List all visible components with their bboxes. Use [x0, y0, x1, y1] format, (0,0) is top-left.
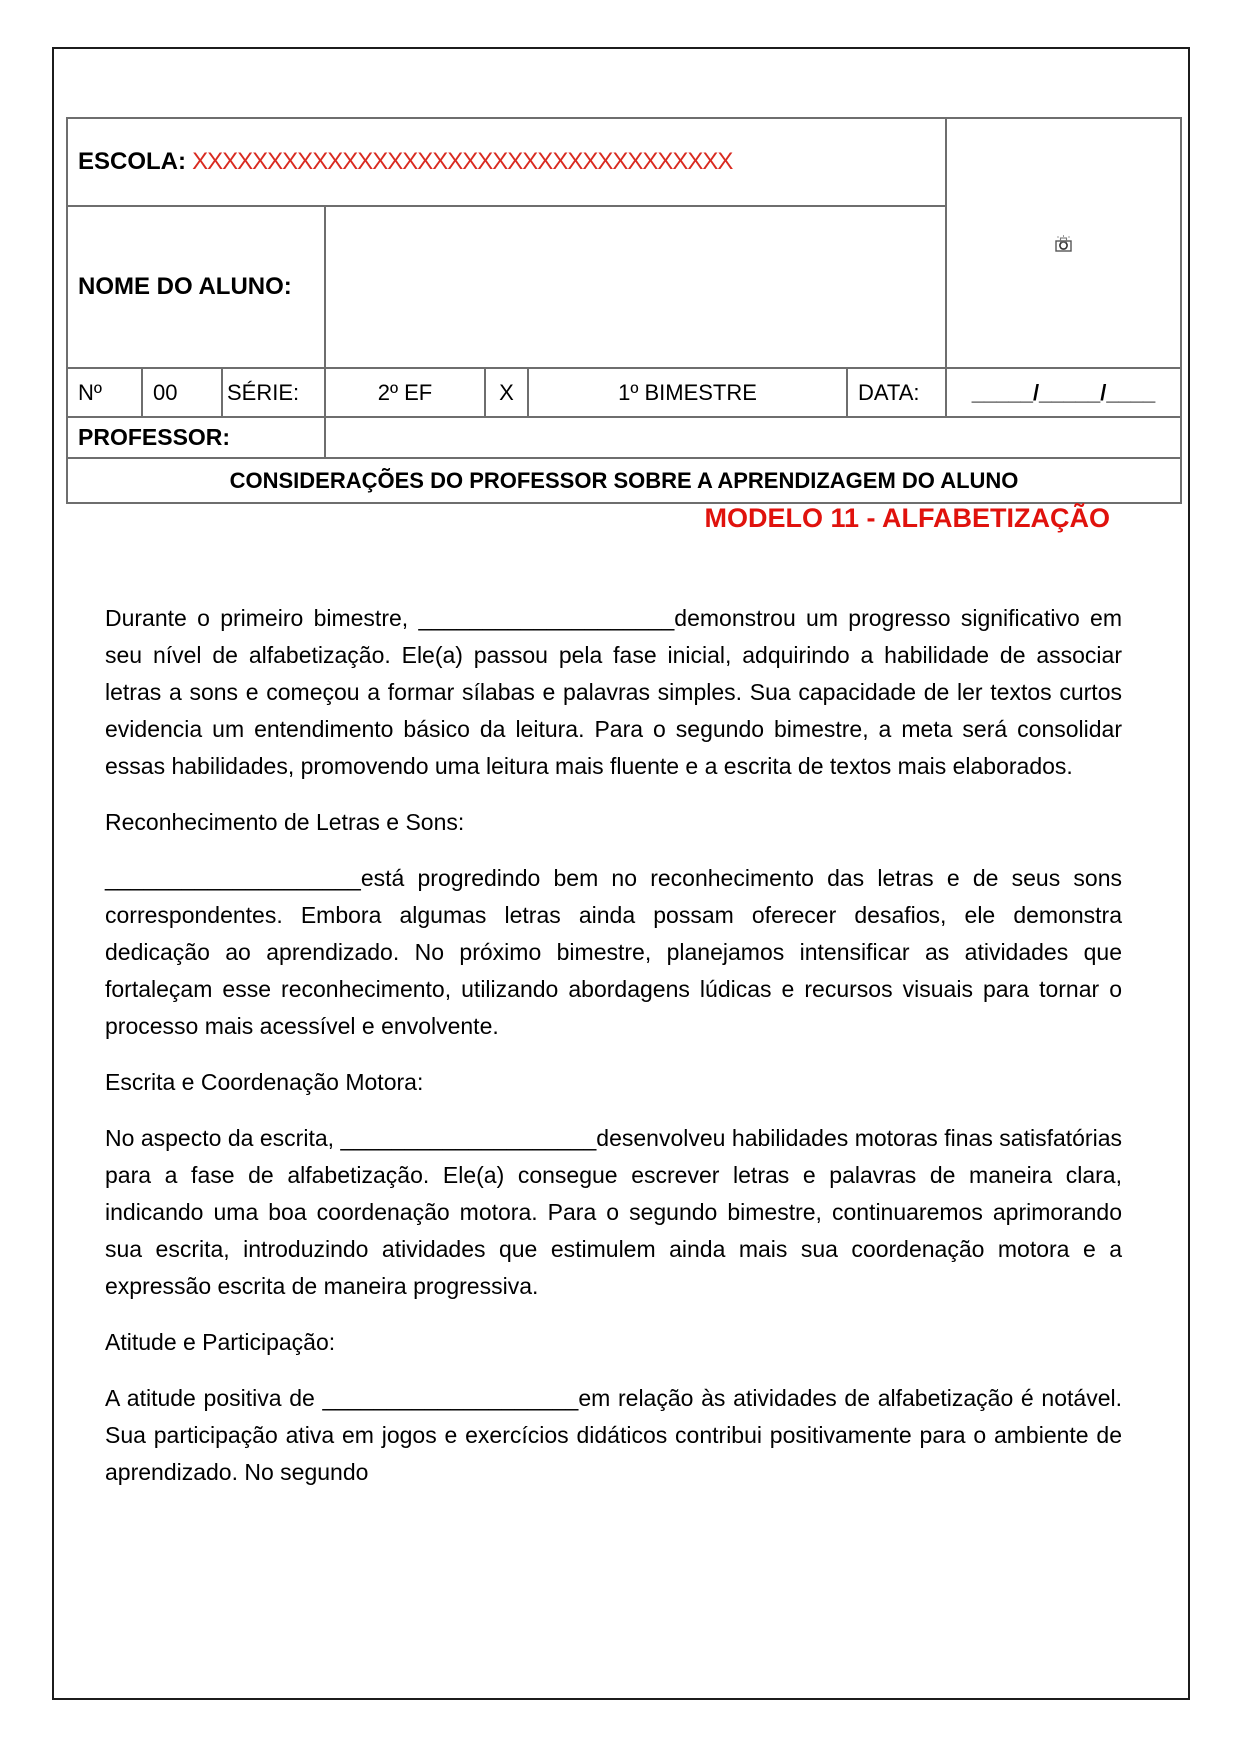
- heading-escrita-coordenacao: Escrita e Coordenação Motora:: [105, 1069, 424, 1095]
- data-blank-field[interactable]: _____/_____/____: [946, 368, 1181, 417]
- logo-cell: [946, 118, 1181, 368]
- numero-label: Nº: [67, 368, 142, 417]
- serie-label: SÉRIE:: [222, 368, 325, 417]
- escola-label: ESCOLA:: [78, 148, 186, 175]
- modelo-title: MODELO 11 - ALFABETIZAÇÃO: [704, 503, 1110, 533]
- data-label: DATA:: [847, 368, 946, 417]
- student-report-header-table: [66, 117, 1182, 504]
- paragraph-atitude: A atitude positiva de ____________________em relação às atividades de alfabetização é notável. Sua participação ativa em jogos e exercícios didáticos contribui positivamente para o ambiente de aprendizado. No segundo: [105, 1385, 1122, 1485]
- numero-value[interactable]: 00: [142, 368, 222, 417]
- professor-value-cell[interactable]: [325, 417, 1181, 458]
- numero-serie-row: [67, 368, 1181, 417]
- bimestre-value: 1º BIMESTRE: [528, 368, 847, 417]
- escola-cell: [67, 118, 946, 206]
- professor-row: [67, 417, 1181, 458]
- escola-value-placeholder: XXXXXXXXXXXXXXXXXXXXXXXXXXXXXXXXXXXX: [192, 148, 733, 175]
- professor-label-cell: [67, 417, 325, 458]
- clipart-placeholder-icon: [1052, 230, 1076, 255]
- considerations-header: CONSIDERAÇÕES DO PROFESSOR SOBRE A APRENDIZAGEM DO ALUNO: [67, 458, 1181, 503]
- escola-row: [67, 118, 1181, 206]
- nome-value-cell[interactable]: [325, 206, 946, 368]
- paragraph-reconhecimento: ____________________está progredindo bem no reconhecimento das letras e de seus sons correspondentes. Embora algumas letras ainda possam oferecer desafios, ele demonstra dedicação ao aprendizado. No próximo bimestre, planejamos intensificar as atividades que fortaleçam esse reconhecimento, utilizando abordagens lúdicas e recursos visuais para tornar o processo mais acessível e envolvente.: [105, 865, 1122, 1039]
- heading-atitude-participacao: Atitude e Participação:: [105, 1329, 336, 1355]
- paragraph-progresso: Durante o primeiro bimestre, ____________________demonstrou um progresso significativo em seu nível de alfabetização. Ele(a) passou pela fase inicial, adquirindo a habilidade de associar letras a sons e começou a formar sílabas e palavras simples. Sua capacidade de ler textos curtos evidencia um entendimento básico da leitura. Para o segundo bimestre, a meta será consolidar essas habilidades, promovendo uma leitura mais fluente e a escrita de textos mais elaborados.: [105, 605, 1122, 779]
- professor-label: PROFESSOR:: [78, 424, 231, 450]
- bimestre-checkbox[interactable]: X: [485, 368, 528, 417]
- nome-label: NOME DO ALUNO:: [78, 273, 292, 300]
- considerations-row: [67, 458, 1181, 503]
- nome-label-cell: [67, 206, 325, 368]
- teacher-considerations-text: [105, 600, 1122, 1510]
- paragraph-escrita: No aspecto da escrita, ____________________desenvolveu habilidades motoras finas satisfatórias para a fase de alfabetização. Ele(a) consegue escrever letras e palavras de maneira clara, indicando uma boa coordenação motora. Para o segundo bimestre, continuaremos aprimorando sua escrita, introduzindo atividades que estimulem ainda mais sua coordenação motora e a expressão escrita de maneira progressiva.: [105, 1125, 1122, 1299]
- serie-value[interactable]: 2º EF: [325, 368, 485, 417]
- heading-reconhecimento-letras: Reconhecimento de Letras e Sons:: [105, 809, 465, 835]
